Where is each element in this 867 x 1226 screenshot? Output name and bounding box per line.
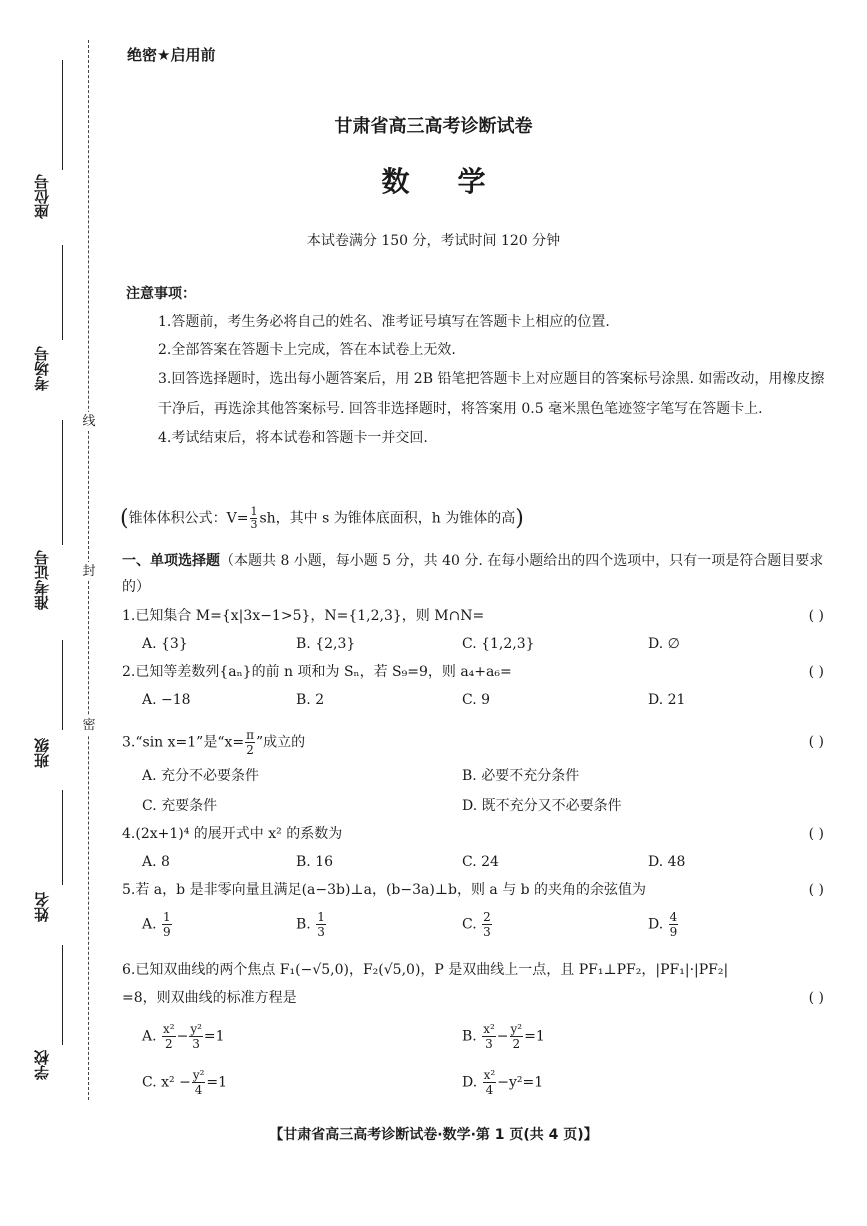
option-c: C. 充要条件 bbox=[142, 798, 218, 814]
option-fraction bbox=[482, 1022, 496, 1051]
question-6 bbox=[122, 960, 828, 1008]
option-fraction bbox=[482, 910, 492, 939]
fraction-denominator: 2 bbox=[246, 743, 254, 757]
fraction-numerator: 1 bbox=[317, 910, 325, 924]
option-letter: B. bbox=[462, 1028, 477, 1045]
fraction-numerator: 1 bbox=[250, 505, 258, 518]
option-letter: B. bbox=[296, 916, 311, 933]
class-label: 班级 bbox=[33, 738, 51, 768]
option-a: A. 充分不必要条件 bbox=[142, 768, 260, 784]
fraction-numerator: 4 bbox=[669, 910, 678, 924]
option-d: D. 48 bbox=[648, 854, 686, 870]
name-label: 姓名 bbox=[33, 892, 51, 922]
section-title: 一、单项选择题 bbox=[122, 553, 220, 569]
fraction-numerator: x² bbox=[483, 1068, 496, 1082]
option-b: B. 2 bbox=[296, 692, 325, 708]
option-letter: A. bbox=[142, 1028, 157, 1045]
answer-blank: ( ) bbox=[808, 990, 824, 1006]
option-b: B. 必要不充分条件 bbox=[462, 768, 580, 784]
option-a bbox=[142, 910, 173, 939]
notes-title: 注意事项： bbox=[126, 286, 196, 302]
option-c bbox=[462, 910, 493, 939]
fraction-denominator: 4 bbox=[192, 1082, 206, 1097]
option-letter: C. bbox=[462, 916, 477, 933]
school-label: 学校 bbox=[33, 1050, 51, 1080]
option-c: C. 24 bbox=[462, 854, 499, 870]
option-letter: A. bbox=[142, 916, 157, 933]
confidential-mark: 绝密★启用前 bbox=[127, 46, 216, 64]
fraction-denominator: 3 bbox=[189, 1036, 203, 1051]
option-b bbox=[296, 910, 327, 939]
question-stem: 5.若 a，b 是非零向量且满足(a−3b)⊥a，(b−3a)⊥b，则 a 与 b 的夹角的余弦值为 bbox=[122, 882, 647, 898]
option-a bbox=[142, 1022, 225, 1051]
option-fraction bbox=[192, 1068, 206, 1097]
question-4 bbox=[122, 824, 828, 844]
option-operator: − bbox=[496, 1028, 509, 1045]
option-c bbox=[142, 1068, 227, 1097]
answer-blank: ( ) bbox=[808, 882, 824, 898]
section-heading bbox=[122, 548, 834, 600]
class-rule bbox=[62, 640, 63, 730]
answer-blank: ( ) bbox=[808, 664, 824, 680]
option-operator: − bbox=[176, 1028, 189, 1045]
option-b: B. {2,3} bbox=[296, 636, 356, 652]
option-b: B. 16 bbox=[296, 854, 334, 870]
option-d bbox=[648, 910, 679, 939]
option-tail: =1 bbox=[206, 1074, 228, 1091]
option-d bbox=[462, 1068, 543, 1097]
fraction-denominator: 3 bbox=[250, 518, 258, 531]
exam-room-label: 考场号 bbox=[33, 346, 51, 391]
answer-blank: ( ) bbox=[808, 734, 824, 750]
question-stem-a: 3.“sin x=1”是“x= bbox=[122, 734, 245, 751]
answer-blank: ( ) bbox=[808, 826, 824, 842]
seal-word-secret: 密 bbox=[80, 716, 98, 735]
seal-word-seal: 封 bbox=[80, 562, 98, 581]
formula-fraction bbox=[250, 506, 257, 531]
exam-meta: 本试卷满分 150 分，考试时间 120 分钟 bbox=[306, 233, 561, 249]
question-stem-line-2: =8，则双曲线的标准方程是 bbox=[122, 990, 297, 1006]
exam-title: 甘肃省高三高考诊断试卷 bbox=[334, 116, 533, 137]
fraction-numerator: x² bbox=[483, 1022, 495, 1036]
question-stem: 4.(2x+1)⁴ 的展开式中 x² 的系数为 bbox=[122, 826, 343, 842]
formula-suffix: sh，其中 s 为锥体底面积，h 为锥体的高 bbox=[259, 510, 516, 527]
seat-number-label: 座位号 bbox=[33, 174, 51, 219]
fraction-numerator: x² bbox=[163, 1022, 175, 1036]
option-fraction bbox=[162, 910, 172, 939]
option-tail: =1 bbox=[203, 1028, 225, 1045]
fraction-numerator: y² bbox=[510, 1022, 523, 1036]
option-c: C. 9 bbox=[462, 692, 491, 708]
question-2 bbox=[122, 662, 828, 682]
note-item: 4.考试结束后，将本试卷和答题卡一并交回. bbox=[158, 430, 428, 446]
question-stem-line-1: 6.已知双曲线的两个焦点 F₁(−√5,0)，F₂(√5,0)，P 是双曲线上一点，且 PF₁⊥PF₂，|PF₁|·|PF₂| bbox=[122, 962, 729, 978]
option-a: A. {3} bbox=[142, 636, 188, 652]
option-tail: y²=1 bbox=[508, 1074, 544, 1091]
fraction-denominator: 2 bbox=[510, 1036, 524, 1051]
option-prefix: x² − bbox=[161, 1074, 191, 1091]
option-operator: − bbox=[497, 1074, 509, 1091]
notes-block bbox=[126, 280, 832, 452]
fraction-numerator: π bbox=[246, 728, 255, 742]
option-fraction bbox=[162, 1022, 176, 1051]
subject-title: 数学 bbox=[381, 165, 534, 198]
option-d: D. ∅ bbox=[648, 636, 680, 652]
question-stem: 1.已知集合 M={x|3x−1>5}，N={1,2,3}，则 M∩N= bbox=[122, 608, 485, 624]
note-item: 2.全部答案在答题卡上完成，答在本试卷上无效. bbox=[158, 342, 456, 358]
note-item: 1.答题前，考生务必将自己的姓名、准考证号填写在答题卡上相应的位置. bbox=[158, 314, 610, 330]
option-fraction bbox=[316, 910, 326, 939]
option-letter: D. bbox=[462, 1074, 478, 1091]
fraction-denominator: 3 bbox=[482, 1036, 496, 1051]
fraction-denominator: 9 bbox=[669, 925, 678, 939]
question-stem: 2.已知等差数列{aₙ}的前 n 项和为 Sₙ，若 S₉=9，则 a₄+a₆= bbox=[122, 664, 512, 680]
option-b bbox=[462, 1022, 545, 1051]
cone-volume-formula: (锥体体积公式：V= $\frac{1}{3}$ sh，其中 s 为锥体底面积，h 为锥体的高) bbox=[120, 505, 524, 531]
option-fraction bbox=[189, 1022, 203, 1051]
seal-word-line: 线 bbox=[80, 412, 98, 431]
question-stem-b: ”成立的 bbox=[256, 734, 306, 751]
fraction-numerator: 1 bbox=[163, 910, 171, 924]
question-1 bbox=[122, 606, 828, 626]
option-d: D. 既不充分又不必要条件 bbox=[462, 798, 622, 814]
option-letter: D. bbox=[648, 916, 664, 933]
option-a: A. −18 bbox=[142, 692, 191, 708]
fraction-denominator: 9 bbox=[163, 925, 171, 939]
fraction-denominator: 3 bbox=[317, 925, 325, 939]
option-a: A. 8 bbox=[142, 854, 170, 870]
fraction-denominator: 2 bbox=[162, 1036, 176, 1051]
fraction-denominator: 4 bbox=[483, 1082, 497, 1097]
option-fraction bbox=[669, 910, 679, 939]
ticket-number-rule bbox=[62, 420, 63, 545]
exam-room-rule bbox=[62, 245, 63, 340]
option-fraction bbox=[483, 1068, 497, 1097]
name-rule bbox=[62, 790, 63, 885]
fraction-numerator: y² bbox=[192, 1068, 205, 1082]
option-letter: C. bbox=[142, 1074, 157, 1091]
answer-blank: ( ) bbox=[808, 608, 824, 624]
option-fraction bbox=[510, 1022, 524, 1051]
question-5 bbox=[122, 880, 828, 900]
note-item: 3.回答选择题时，选出每小题答案后，用 2B 铅笔把答题卡上对应题目的答案标号涂黑. 如需改动，用橡皮擦干净后，再选涂其他答案标号. 回答非选择题时，将答案用 0.5 毫米黑色笔迹签字笔写在答题卡上. bbox=[158, 371, 825, 417]
section-description: （本题共 8 小题，每小题 5 分，共 40 分. 在每小题给出的四个选项中，只有一项是符合题目要求的） bbox=[122, 553, 824, 595]
page-footer: 【甘肃省高三高考诊断试卷·数学·第 1 页(共 4 页)】 bbox=[269, 1127, 598, 1143]
fraction-numerator: 2 bbox=[483, 910, 491, 924]
formula-prefix: 锥体体积公式：V= bbox=[128, 510, 249, 527]
option-c: C. {1,2,3} bbox=[462, 636, 535, 652]
fraction-denominator: 3 bbox=[483, 925, 491, 939]
stem-fraction bbox=[245, 728, 255, 757]
school-rule bbox=[62, 945, 63, 1045]
fraction-numerator: y² bbox=[190, 1022, 202, 1036]
ticket-number-label: 准考证号 bbox=[33, 550, 51, 610]
question-3 bbox=[122, 728, 828, 757]
option-tail: =1 bbox=[524, 1028, 545, 1045]
option-d: D. 21 bbox=[648, 692, 686, 708]
